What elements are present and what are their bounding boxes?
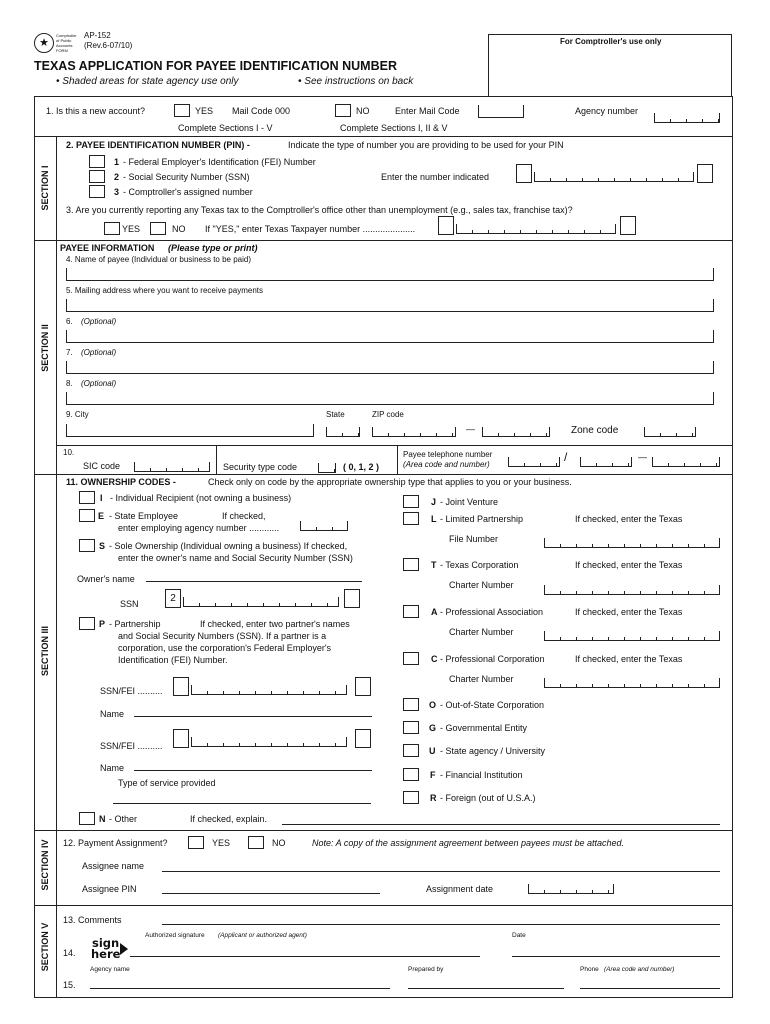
optional-field-6[interactable] <box>66 330 714 343</box>
assignment-date-field[interactable] <box>528 884 614 894</box>
code-J-label: - Joint Venture <box>440 497 499 507</box>
q3-label: 3. Are you currently reporting any Texas tax to the Comptroller's office other than unemployment (e.g., sales tax, franchise tax)? <box>66 205 573 215</box>
code-E-instruction: enter employing agency number ............ <box>118 523 280 533</box>
code-L-ifchecked: If checked, enter the Texas <box>575 514 683 524</box>
pin-number-field[interactable] <box>534 172 694 182</box>
phone-label: Phone <box>580 966 599 973</box>
assignee-pin-field[interactable] <box>162 893 380 894</box>
complete-sections-2: Complete Sections I, II & V <box>340 123 448 133</box>
code-P-instruction-2: and Social Security Numbers (SSN). If a partner is a <box>118 631 327 641</box>
agency-name-field[interactable] <box>90 988 390 989</box>
q3-ifyes-label: If "YES," enter Texas Taxpayer number ..................... <box>205 224 416 234</box>
sign-text: sign <box>92 936 120 950</box>
zip-label: ZIP code <box>372 410 404 419</box>
partner2-ssnfei-label: SSN/FEI .......... <box>100 741 163 751</box>
phone-slash: / <box>564 450 568 464</box>
instructions-note: • See instructions on back <box>298 76 414 87</box>
code-A-label: - Professional Association <box>440 607 544 617</box>
section-5-label: SECTION V <box>40 922 50 972</box>
q1-yes-checkbox[interactable] <box>174 104 190 117</box>
partner1-ssnfei-field[interactable] <box>191 685 347 695</box>
q3-yes-label: YES <box>122 224 141 234</box>
owners-name-field[interactable] <box>146 581 362 582</box>
pin-ssn-checkbox[interactable] <box>89 170 105 183</box>
phone-label-sub: (Area code and number) <box>604 966 675 973</box>
partner1-check-box[interactable] <box>355 677 371 696</box>
q1-yes-label: YES <box>195 106 214 116</box>
service-type-field[interactable] <box>113 803 371 804</box>
q8-label: (Optional) <box>81 379 117 388</box>
employing-agency-field[interactable] <box>300 521 348 531</box>
form-revision: (Rev.6-07/10) <box>84 41 133 50</box>
ssn-check-box[interactable] <box>344 589 360 608</box>
code-U-checkbox[interactable] <box>403 744 419 757</box>
code-L-file-label: File Number <box>449 534 499 544</box>
city-field[interactable] <box>66 424 314 437</box>
comptroller-seal: ★ <box>34 33 54 53</box>
code-F-label: - Financial Institution <box>440 770 523 780</box>
pin-fei-num: 1 <box>114 157 120 167</box>
prepared-by-label: Prepared by <box>408 966 444 973</box>
assignee-pin-label: Assignee PIN <box>82 884 137 894</box>
code-A-checkbox[interactable] <box>403 605 419 618</box>
code-T-ifchecked: If checked, enter the Texas <box>575 560 683 570</box>
zone-code-field[interactable] <box>644 427 696 437</box>
pin-fei-checkbox[interactable] <box>89 155 105 168</box>
zip-dash: — <box>466 424 475 434</box>
q12-label: 12. Payment Assignment? <box>63 838 168 848</box>
partner2-check-box[interactable] <box>355 729 371 748</box>
code-R-label: - Foreign (out of U.S.A.) <box>440 793 536 803</box>
form-title: TEXAS APPLICATION FOR PAYEE IDENTIFICATION NUMBER <box>34 59 397 73</box>
q11-title: 11. OWNERSHIP CODES - <box>66 477 176 487</box>
q2-desc: Indicate the type of number you are providing to be used for your PIN <box>288 140 564 150</box>
code-O-checkbox[interactable] <box>403 698 419 711</box>
code-S-letter: S <box>99 541 106 551</box>
section-4-label: SECTION IV <box>40 839 50 891</box>
code-F-checkbox[interactable] <box>403 768 419 781</box>
security-type-field[interactable] <box>318 463 336 473</box>
sic-code-field[interactable] <box>134 462 210 472</box>
code-A-charter-label: Charter Number <box>449 627 514 637</box>
code-J-letter: J <box>431 497 437 507</box>
agency-label: Comptroller of Public Accounts FORM <box>56 33 77 53</box>
code-I-checkbox[interactable] <box>79 491 95 504</box>
code-N-checkbox[interactable] <box>79 812 95 825</box>
q15-label: 15. <box>63 980 76 990</box>
code-E-letter: E <box>98 511 105 521</box>
partner1-prefix-box[interactable] <box>173 677 189 696</box>
service-type-label: Type of service provided <box>118 778 216 788</box>
assignment-no-label: NO <box>272 838 286 848</box>
sign-here-tab <box>90 937 128 961</box>
code-T-charter-label: Charter Number <box>449 580 514 590</box>
code-C-charter-label: Charter Number <box>449 674 514 684</box>
ssn-prefix-box[interactable]: 2 <box>165 589 181 608</box>
code-N-label: - Other <box>109 814 138 824</box>
q14-label: 14. <box>63 948 76 958</box>
sic-code-label: SIC code <box>83 461 121 471</box>
other-explain-field[interactable] <box>282 824 720 825</box>
code-C-label: - Professional Corporation <box>440 654 545 664</box>
code-G-label: - Governmental Entity <box>440 723 528 733</box>
security-type-options: ( 0, 1, 2 ) <box>343 462 380 472</box>
pin-fei-label: - Federal Employer's Identification (FEI) Number <box>123 157 316 167</box>
state-field[interactable] <box>326 427 360 437</box>
code-S-checkbox[interactable] <box>79 539 95 552</box>
texas-charter-field[interactable] <box>544 585 720 595</box>
payee-info-title: PAYEE INFORMATION <box>60 243 155 253</box>
q6-label: (Optional) <box>81 317 117 326</box>
q7-num: 7. <box>66 348 73 357</box>
q2-title: 2. PAYEE IDENTIFICATION NUMBER (PIN) - <box>66 140 250 150</box>
comments-field[interactable] <box>162 924 720 925</box>
assignment-no-checkbox[interactable] <box>248 836 264 849</box>
section-1-label: SECTION I <box>40 165 50 211</box>
optional-field-8[interactable] <box>66 392 714 405</box>
payee-name-field[interactable] <box>66 268 714 281</box>
date-field[interactable] <box>512 956 720 957</box>
agency-number-field[interactable] <box>654 113 720 123</box>
code-P-instruction-3: corporation, use the corporation's Federal Employer's <box>118 643 332 653</box>
code-N-ifchecked: If checked, explain. <box>190 814 268 824</box>
q3-no-label: NO <box>172 224 186 234</box>
q7-label: (Optional) <box>81 348 117 357</box>
code-T-checkbox[interactable] <box>403 558 419 571</box>
authorized-signature-sub: (Applicant or authorized agent) <box>218 932 307 939</box>
code-R-checkbox[interactable] <box>403 791 419 804</box>
partner2-name-label: Name <box>100 763 125 773</box>
pin-assigned-num: 3 <box>114 187 120 197</box>
comptroller-use-label: For Comptroller's use only <box>560 37 662 46</box>
code-P-checkbox[interactable] <box>79 617 95 630</box>
date-label: Date <box>512 932 526 939</box>
zip-ext-field[interactable] <box>482 427 550 437</box>
phone-dash: — <box>638 452 647 462</box>
code-T-letter: T <box>431 560 437 570</box>
phone-prefix-field[interactable] <box>580 457 632 467</box>
partner1-ssnfei-label: SSN/FEI .......... <box>100 686 163 696</box>
telephone-label-sub: (Area code and number) <box>403 460 490 469</box>
pin-assigned-label: - Comptroller's assigned number <box>123 187 253 197</box>
q1-mail-code: Mail Code 000 <box>232 106 291 116</box>
phone-field[interactable] <box>580 988 720 989</box>
phone-area-field[interactable] <box>508 457 560 467</box>
code-I-letter: I <box>100 493 103 503</box>
pin-ssn-num: 2 <box>114 172 120 182</box>
taxpayer-number-field[interactable] <box>456 224 616 234</box>
pin-ssn-label: - Social Security Number (SSN) <box>123 172 250 182</box>
taxpayer-check-box[interactable] <box>620 216 636 235</box>
optional-field-7[interactable] <box>66 361 714 374</box>
q6-num: 6. <box>66 317 73 326</box>
assignee-name-field[interactable] <box>162 871 720 872</box>
taxpayer-prefix-box[interactable] <box>438 216 454 235</box>
q5-label: 5. Mailing address where you want to receive payments <box>66 286 263 295</box>
mailing-address-field[interactable] <box>66 299 714 312</box>
here-text: here <box>91 947 121 961</box>
code-C-letter: C <box>431 654 438 664</box>
code-E-ifchecked: If checked, <box>222 511 266 521</box>
form-number: AP-152 <box>84 31 111 40</box>
pc-charter-field[interactable] <box>544 678 720 688</box>
prepared-by-field[interactable] <box>408 988 564 989</box>
code-G-letter: G <box>429 723 437 733</box>
q1-no-label: NO <box>356 106 370 116</box>
security-type-label: Security type code <box>223 462 298 472</box>
code-T-label: - Texas Corporation <box>440 560 519 570</box>
zip-field[interactable] <box>372 427 456 437</box>
code-O-letter: O <box>429 700 437 710</box>
partner2-ssnfei-field[interactable] <box>191 737 347 747</box>
code-R-letter: R <box>430 793 437 803</box>
zone-code-label: Zone code <box>571 425 619 436</box>
code-E-checkbox[interactable] <box>79 509 95 522</box>
state-label: State <box>326 410 345 419</box>
partner1-name-field[interactable] <box>134 716 372 717</box>
q11-desc: Check only on code by the appropriate ownership type that applies to you or your business. <box>208 477 572 487</box>
partner2-prefix-box[interactable] <box>173 729 189 748</box>
payee-info-subtitle: (Please type or print) <box>168 243 258 253</box>
q9-city-label: 9. City <box>66 410 89 419</box>
signature-field[interactable] <box>130 956 480 957</box>
code-L-letter: L <box>431 514 437 524</box>
code-A-letter: A <box>431 607 438 617</box>
q13-label: 13. Comments <box>63 915 122 925</box>
code-A-ifchecked: If checked, enter the Texas <box>575 607 683 617</box>
pin-assigned-checkbox[interactable] <box>89 185 105 198</box>
pin-prefix-box[interactable] <box>516 164 532 183</box>
sign-arrow-icon <box>120 943 128 955</box>
mail-code-field[interactable] <box>478 105 524 118</box>
code-P-letter: P <box>99 619 106 629</box>
code-J-checkbox[interactable] <box>403 495 419 508</box>
partner2-name-field[interactable] <box>134 770 372 771</box>
shaded-note: • Shaded areas for state agency use only <box>56 76 239 87</box>
q10-num: 10. <box>63 448 75 457</box>
assignment-date-label: Assignment date <box>426 884 494 894</box>
code-O-label: - Out-of-State Corporation <box>440 700 545 710</box>
code-P-label: - Partnership <box>109 619 161 629</box>
assignment-yes-label: YES <box>212 838 231 848</box>
code-C-checkbox[interactable] <box>403 652 419 665</box>
code-S-label: - Sole Ownership (Individual owning a business) If checked, <box>109 541 348 551</box>
telephone-label: Payee telephone number <box>403 450 493 459</box>
owner-ssn-field[interactable] <box>183 597 339 607</box>
section-3-label: SECTION III <box>40 626 50 677</box>
code-L-label: - Limited Partnership <box>440 514 524 524</box>
q1-no-checkbox[interactable] <box>335 104 351 117</box>
ssn-label: SSN <box>120 599 139 609</box>
file-number-field[interactable] <box>544 538 720 548</box>
complete-sections-1: Complete Sections I - V <box>178 123 273 133</box>
q1-label: 1. Is this a new account? <box>46 106 146 116</box>
code-L-checkbox[interactable] <box>403 512 419 525</box>
code-F-letter: F <box>430 770 436 780</box>
q8-num: 8. <box>66 379 73 388</box>
owners-name-label: Owner's name <box>77 574 135 584</box>
code-P-ifchecked: If checked, enter two partner's names <box>200 619 350 629</box>
code-G-checkbox[interactable] <box>403 721 419 734</box>
authorized-signature-label: Authorized signature <box>145 932 205 939</box>
agency-number-label: Agency number <box>575 106 639 116</box>
section-2-label: SECTION II <box>40 324 50 372</box>
code-U-label: - State agency / University <box>440 746 546 756</box>
q1-enter-mail-code: Enter Mail Code <box>395 106 460 116</box>
assignee-name-label: Assignee name <box>82 861 145 871</box>
code-C-ifchecked: If checked, enter the Texas <box>575 654 683 664</box>
code-P-instruction-4: Identification (FEI) Number. <box>118 655 228 665</box>
phone-line-field[interactable] <box>652 457 720 467</box>
assignment-note: Note: A copy of the assignment agreement between payees must be attached. <box>312 838 625 848</box>
q3-no-checkbox[interactable] <box>150 222 166 235</box>
q4-label: 4. Name of payee (Individual or business to be paid) <box>66 255 251 264</box>
code-U-letter: U <box>429 746 436 756</box>
pa-charter-field[interactable] <box>544 631 720 641</box>
pin-check-box[interactable] <box>697 164 713 183</box>
code-I-label: - Individual Recipient (not owning a business) <box>110 493 292 503</box>
code-N-letter: N <box>99 814 106 824</box>
partner1-name-label: Name <box>100 709 125 719</box>
code-E-label: - State Employee <box>109 511 179 521</box>
code-S-instruction: enter the owner's name and Social Security Number (SSN) <box>118 553 353 563</box>
q3-yes-checkbox[interactable] <box>104 222 120 235</box>
enter-number-label: Enter the number indicated <box>381 172 490 182</box>
agency-name-label: Agency name <box>90 966 130 973</box>
assignment-yes-checkbox[interactable] <box>188 836 204 849</box>
